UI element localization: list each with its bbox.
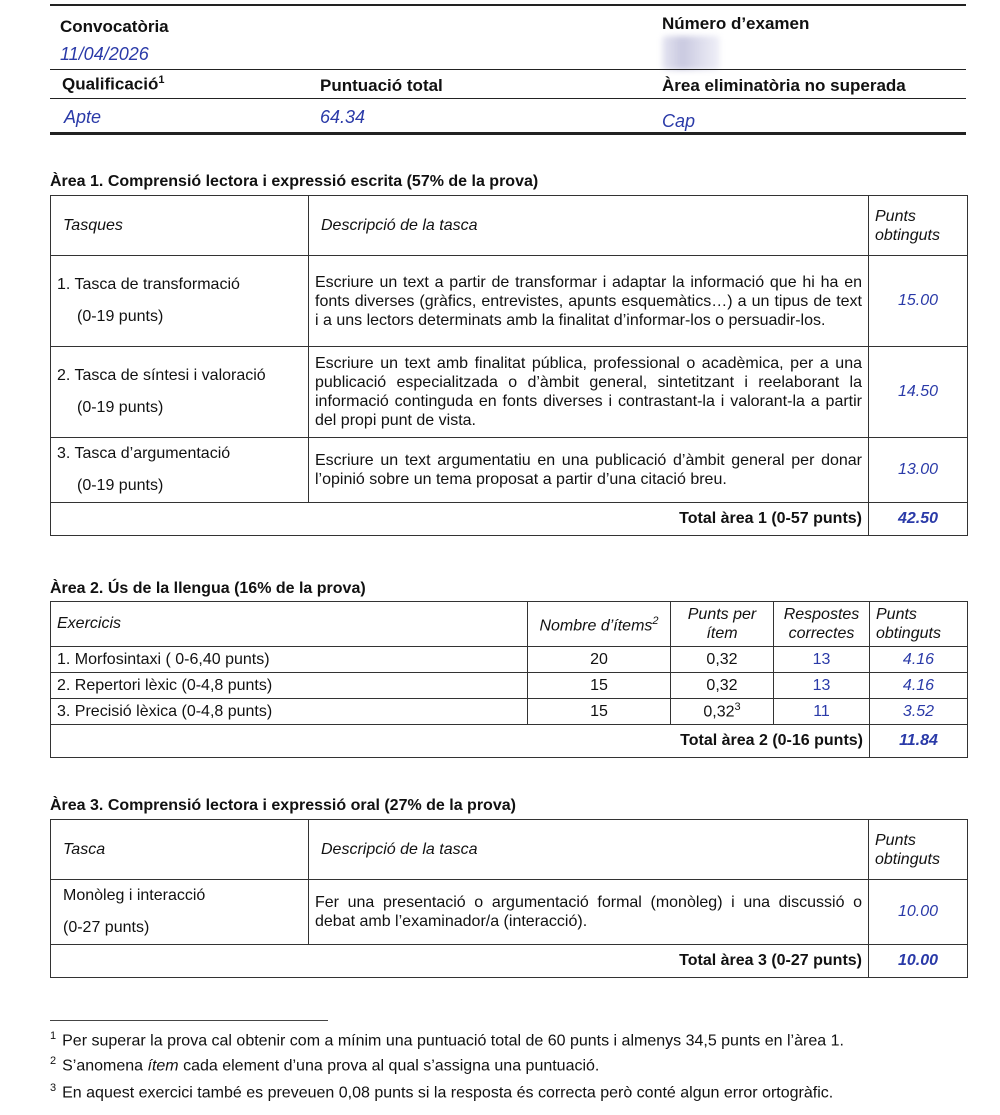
task-description: Fer una presentació o argumentació formal (monòleg) i una discussió o debat amb l’examinador/a (interacció). xyxy=(309,880,869,945)
area2-total-value: 11.84 xyxy=(870,725,968,758)
area1-header-row xyxy=(51,196,968,256)
footnote-1 xyxy=(50,1030,844,1050)
task-cell xyxy=(51,256,309,347)
convocatoria-label: Convocatòria xyxy=(60,17,169,36)
task-cell xyxy=(51,347,309,438)
puntuacio-total-label: Puntuació total xyxy=(320,76,443,95)
area2-header-row xyxy=(51,602,968,647)
task-score: 15.00 xyxy=(869,256,968,347)
exercise-per-item: 0,32$^3$ xyxy=(671,699,774,725)
exercise-items: 20 xyxy=(528,647,671,673)
task-cell xyxy=(51,880,309,945)
exercise-name: 3. Precisió lèxica (0-4,8 punts) xyxy=(51,699,528,725)
area2-title: Àrea 2. Ús de la llengua (16% de la prova) xyxy=(50,580,366,597)
area1-total-label: Total àrea 1 (0-57 punts) xyxy=(51,503,869,536)
footnote-ref-2: 2 xyxy=(652,615,659,628)
col-punts-obtinguts: Punts obtinguts xyxy=(869,820,968,880)
qualificacio-value: Apte xyxy=(64,107,102,127)
task-range: (0-19 punts) xyxy=(77,399,164,416)
area3-total-row xyxy=(51,945,968,978)
area1-title: Àrea 1. Comprensió lectora i expressió escrita (57% de la prova) xyxy=(50,173,539,190)
col-descripcio: Descripció de la tasca xyxy=(309,820,869,880)
task-name: 1. Tasca de transformació xyxy=(57,276,240,293)
footnote-text: Per superar la prova cal obtenir com a mínim una puntuació total de 60 punts i almenys 34,5 punts en l’àrea 1. xyxy=(62,1032,844,1050)
area1-table xyxy=(50,195,968,536)
col-exercicis: Exercicis xyxy=(51,602,528,647)
footnote-rule xyxy=(50,1020,328,1021)
area-eliminatoria-value: Cap xyxy=(662,111,696,131)
exercise-score: 3.52 xyxy=(870,699,968,725)
task-range: (0-27 punts) xyxy=(63,919,150,936)
footnote-3 xyxy=(50,1082,833,1102)
area2-table xyxy=(50,601,968,758)
task-score: 10.00 xyxy=(869,880,968,945)
area1-total-row xyxy=(51,503,968,536)
area3-header-row xyxy=(51,820,968,880)
col-punts-per-item: Punts per ítem xyxy=(671,602,774,647)
area2-total-label: Total àrea 2 (0-16 punts) xyxy=(51,725,870,758)
header-mid-rule xyxy=(50,69,966,70)
redacted-exam-number xyxy=(662,36,720,70)
header-sub-rule xyxy=(50,98,966,99)
footnote-2 xyxy=(50,1055,599,1075)
footnote-ref-3: 3 xyxy=(734,701,741,714)
exercise-score: 4.16 xyxy=(870,647,968,673)
task-name: 2. Tasca de síntesi i valoració xyxy=(57,367,266,384)
exercise-name: 2. Repertori lèxic (0-4,8 punts) xyxy=(51,673,528,699)
exercise-per-item: 0,32 xyxy=(671,673,774,699)
area3-title: Àrea 3. Comprensió lectora i expressió oral (27% de la prova) xyxy=(50,797,516,814)
exercise-correct: 13 xyxy=(774,647,870,673)
exercise-items: 15 xyxy=(528,699,671,725)
area3-table xyxy=(50,819,968,978)
area3-total-value: 10.00 xyxy=(869,945,968,978)
col-descripcio: Descripció de la tasca xyxy=(309,196,869,256)
col-tasques: Tasques xyxy=(51,196,309,256)
col-respostes-correctes: Respostes correctes xyxy=(774,602,870,647)
area-eliminatoria-label: Àrea eliminatòria no superada xyxy=(662,76,906,95)
table-row xyxy=(51,880,968,945)
task-range: (0-19 punts) xyxy=(77,477,164,494)
table-row xyxy=(51,438,968,503)
exercise-name: 1. Morfosintaxi ( 0-6,40 punts) xyxy=(51,647,528,673)
exercise-per-item: 0,32 xyxy=(671,647,774,673)
table-row xyxy=(51,673,968,699)
task-score: 13.00 xyxy=(869,438,968,503)
task-description: Escriure un text amb finalitat pública, professional o acadèmica, per a una publicació especialitzada o d’àmbit general, sintetitzant i reelaborant la informació continguda en fonts diverses i contrastant-la i valorant-la a partir del propi punt de vista. xyxy=(309,347,869,438)
result-header xyxy=(50,4,966,135)
header-bottom-rule xyxy=(50,132,966,135)
area1-total-value: 42.50 xyxy=(869,503,968,536)
table-row xyxy=(51,647,968,673)
table-row xyxy=(51,256,968,347)
footnote-ref-1: 1 xyxy=(158,74,165,86)
task-name: 3. Tasca d’argumentació xyxy=(57,445,231,462)
exercise-correct: 13 xyxy=(774,673,870,699)
table-row xyxy=(51,347,968,438)
table-row xyxy=(51,699,968,725)
footnote-text-pre: S’anomena xyxy=(62,1057,148,1075)
convocatoria-value: 11/04/2026 xyxy=(60,44,149,64)
area3-total-label: Total àrea 3 (0-27 punts) xyxy=(51,945,869,978)
col-nombre-items: Nombre d’ítems$^2$ xyxy=(528,602,671,647)
numero-examen-label: Número d’examen xyxy=(662,14,810,33)
exercise-score: 4.16 xyxy=(870,673,968,699)
area2-total-row xyxy=(51,725,968,758)
task-range: (0-19 punts) xyxy=(77,308,164,325)
footnote-text-post: cada element d’una prova al qual s’assigna una puntuació. xyxy=(178,1057,600,1075)
col-punts-obtinguts: Punts obtinguts xyxy=(869,196,968,256)
task-name: Monòleg i interacció xyxy=(63,887,206,904)
task-description: Escriure un text argumentatiu en una publicació d’àmbit general per donar l’opinió sobre un tema proposat a partir d’una citació breu. xyxy=(309,438,869,503)
footnote-text-em: ítem xyxy=(147,1057,179,1075)
task-cell xyxy=(51,438,309,503)
header-top-rule xyxy=(50,4,966,6)
puntuacio-total-value: 64.34 xyxy=(320,107,366,127)
col-punts-obtinguts: Punts obtinguts xyxy=(870,602,968,647)
exercise-correct: 11 xyxy=(774,699,870,725)
task-score: 14.50 xyxy=(869,347,968,438)
exercise-items: 15 xyxy=(528,673,671,699)
qualificacio-label: Qualificació$^1$ xyxy=(62,74,165,94)
task-description: Escriure un text a partir de transformar i adaptar la informació que hi ha en fonts diverses (gràfics, entrevistes, apunts esquemàtics…) a un tipus de text i a uns lectors determinats amb la finalitat d’informar-los o persuadir-los. xyxy=(309,256,869,347)
footnote-text: En aquest exercici també es preveuen 0,08 punts si la resposta és correcta però conté algun error ortogràfic. xyxy=(62,1084,834,1102)
col-tasca: Tasca xyxy=(51,820,309,880)
footnote-mark: 3 xyxy=(50,1082,57,1094)
footnote-mark: 2 xyxy=(50,1055,57,1067)
footnote-mark: 1 xyxy=(50,1030,57,1042)
